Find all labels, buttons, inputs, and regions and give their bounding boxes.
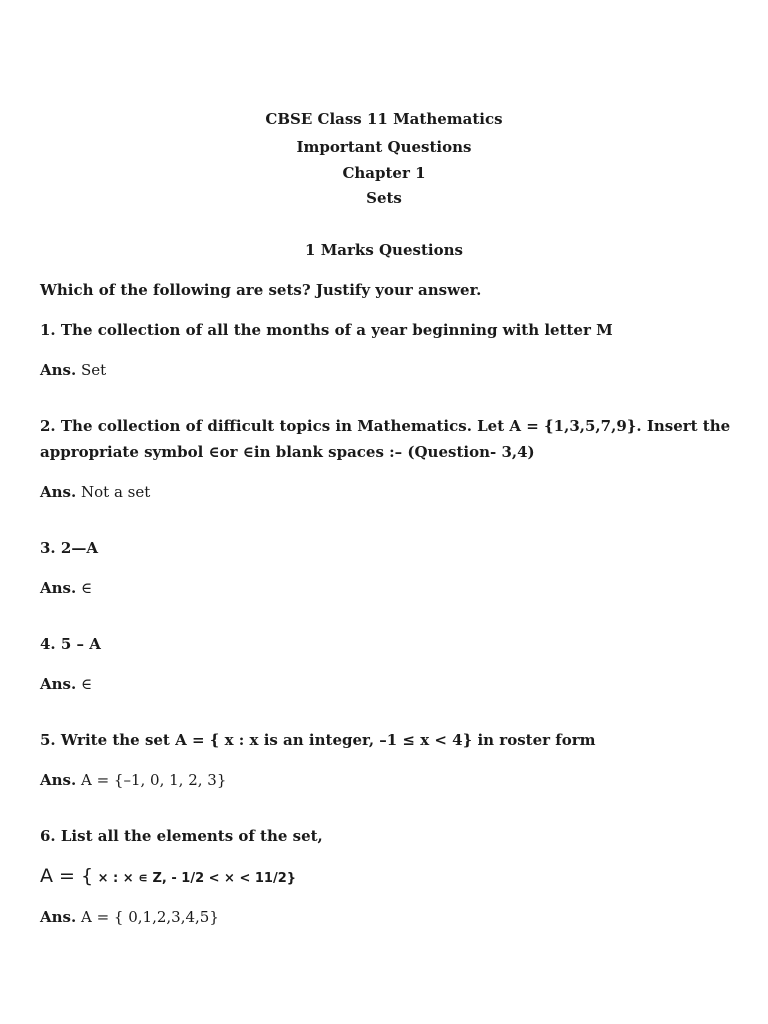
answer-value: Set	[81, 361, 107, 379]
set-equation	[40, 864, 296, 891]
answer-value: A = {–1, 0, 1, 2, 3}	[81, 771, 227, 789]
answer-5	[40, 771, 226, 789]
question-1: 1. The collection of all the months of a year beginning with letter M	[40, 321, 613, 339]
document-subtitle: Important Questions	[296, 138, 472, 156]
intro-question: Which of the following are sets? Justify your answer.	[40, 281, 482, 299]
document-title: CBSE Class 11 Mathematics	[265, 110, 503, 128]
question-2-line-2: appropriate symbol ∈or ∈in blank spaces :– (Question- 3,4)	[40, 443, 535, 461]
answer-label: Ans.	[40, 675, 77, 693]
equation-lead: A = {	[40, 865, 94, 887]
answer-3	[40, 579, 92, 597]
answer-value: ∈	[81, 675, 93, 693]
answer-value: ∈	[81, 579, 93, 597]
topic-heading: Sets	[366, 189, 402, 207]
section-heading: 1 Marks Questions	[305, 241, 463, 259]
chapter-heading: Chapter 1	[342, 164, 426, 182]
answer-label: Ans.	[40, 483, 77, 501]
answer-2	[40, 483, 150, 501]
question-2-line-1: 2. The collection of difficult topics in Mathematics. Let A = {1,3,5,7,9}. Insert the	[40, 417, 731, 435]
answer-6	[40, 908, 219, 926]
answer-label: Ans.	[40, 908, 77, 926]
answer-label: Ans.	[40, 771, 77, 789]
answer-4	[40, 675, 92, 693]
answer-label: Ans.	[40, 361, 77, 379]
answer-value: Not a set	[81, 483, 151, 501]
equation-rest: × : × ∊ Z, - 1/2 < × < 11/2}	[93, 871, 297, 886]
answer-value: A = { 0,1,2,3,4,5}	[81, 908, 219, 926]
answer-label: Ans.	[40, 579, 77, 597]
question-3: 3. 2—A	[40, 539, 98, 557]
question-5: 5. Write the set A = { x : x is an integer, –1 ≤ x < 4} in roster form	[40, 731, 596, 749]
question-6: 6. List all the elements of the set,	[40, 827, 323, 845]
question-4: 4. 5 – A	[40, 635, 101, 653]
answer-1	[40, 361, 106, 379]
